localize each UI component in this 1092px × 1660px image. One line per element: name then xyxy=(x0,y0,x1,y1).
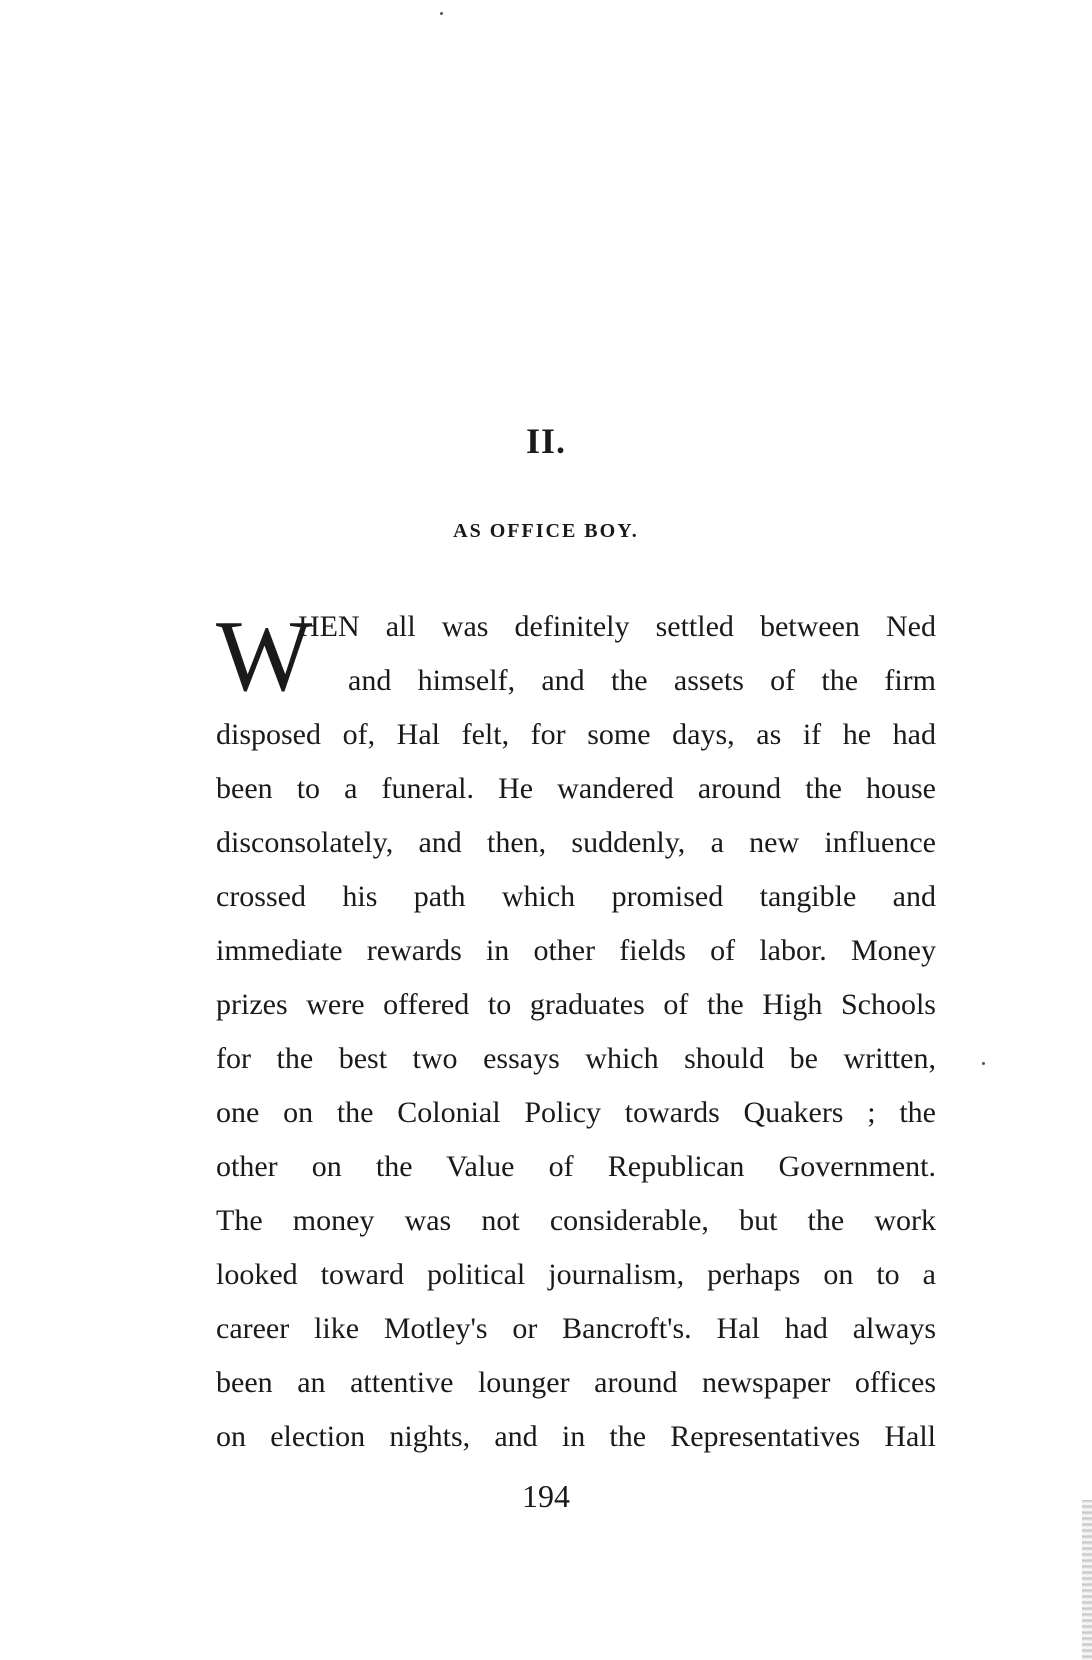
text-line: The money was not considerable, but the work xyxy=(216,1204,936,1237)
page-number: 194 xyxy=(522,1478,570,1514)
drop-cap: W xyxy=(216,600,313,713)
text-line: and himself, and the assets of the firm xyxy=(348,664,936,697)
text-line: been to a funeral. He wandered around the house xyxy=(216,772,936,805)
text-line: prizes were offered to graduates of the High Schools xyxy=(216,988,936,1021)
text-line: career like Motley's or Bancroft's. Hal had always xyxy=(216,1312,936,1345)
body-text xyxy=(216,600,936,1464)
text-line: disconsolately, and then, suddenly, a new influence xyxy=(216,826,936,859)
text-line: crossed his path which promised tangible and xyxy=(216,880,936,913)
text-line: other on the Value of Republican Government. xyxy=(216,1150,936,1183)
text-line: looked toward political journalism, perhaps on to a xyxy=(216,1258,936,1291)
scan-speck xyxy=(982,1062,985,1065)
text-line: immediate rewards in other fields of labor. Money xyxy=(216,934,936,967)
text-line: been an attentive lounger around newspaper offices xyxy=(216,1366,936,1399)
chapter-number: II. xyxy=(525,421,567,461)
scan-edge-artifact xyxy=(1082,1500,1092,1660)
scan-speck xyxy=(440,12,443,15)
chapter-title: AS OFFICE BOY. xyxy=(453,520,639,542)
text-line: for the best two essays which should be written, xyxy=(216,1042,936,1075)
text-line: disposed of, Hal felt, for some days, as if he had xyxy=(216,718,936,751)
text-line: one on the Colonial Policy towards Quakers ; the xyxy=(216,1096,936,1129)
text-line: on election nights, and in the Representatives Hall xyxy=(216,1420,936,1453)
text-line: HEN all was definitely settled between Ned xyxy=(298,610,936,643)
